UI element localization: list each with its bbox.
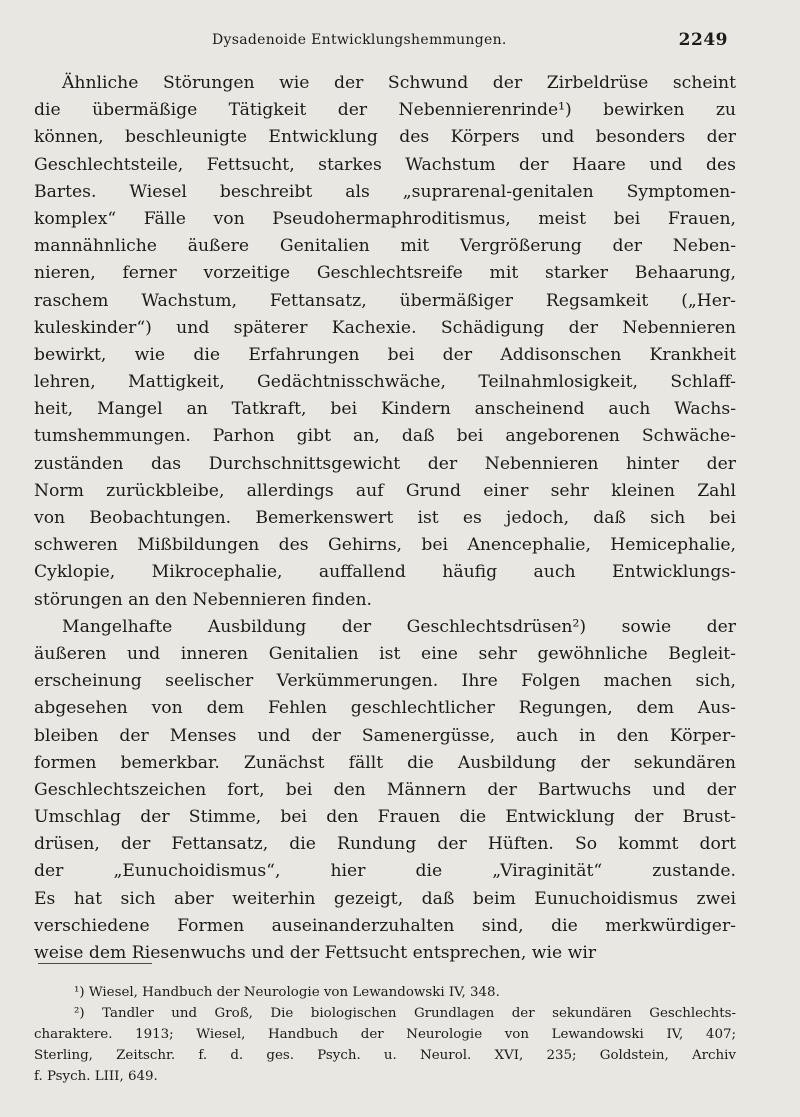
- footnote-line: ²) Tandler und Groß, Die biologischen Grundlagen der sekundären Geschlechts-: [74, 1006, 736, 1021]
- text-line: raschem Wachstum, Fettansatz, übermäßiger Regsamkeit („Her-: [34, 290, 736, 311]
- text-line: Norm zurückbleibe, allerdings auf Grund einer sehr kleinen Zahl: [34, 480, 736, 501]
- page-number: 2249: [678, 30, 728, 50]
- footnote-line: Sterling, Zeitschr. f. d. ges. Psych. u. Neurol. XVI, 235; Goldstein, Archiv: [34, 1048, 736, 1063]
- text-line: lehren, Mattigkeit, Gedächtnisschwäche, Teilnahmlosigkeit, Schlaff-: [34, 372, 736, 393]
- text-line: störungen an den Nebennieren finden.: [34, 589, 372, 610]
- text-line: Ähnliche Störungen wie der Schwund der Zirbeldrüse scheint: [62, 73, 736, 93]
- text-line: tumshemmungen. Parhon gibt an, daß bei angeborenen Schwäche-: [34, 426, 736, 447]
- main-text: [34, 70, 736, 967]
- footnote-line: charaktere. 1913; Wiesel, Handbuch der Neurologie von Lewandowski IV, 407;: [34, 1027, 736, 1042]
- text-line: erscheinung seelischer Verkümmerungen. Ihre Folgen machen sich,: [34, 671, 736, 692]
- text-line: nieren, ferner vorzeitige Geschlechtsreife mit starker Behaarung,: [34, 263, 736, 284]
- text-line: weise dem Riesenwuchs und der Fettsucht entsprechen, wie wir: [34, 943, 597, 963]
- text-line: schweren Mißbildungen des Gehirns, bei Anencephalie, Hemicephalie,: [34, 535, 736, 556]
- text-line: heit, Mangel an Tatkraft, bei Kindern anscheinend auch Wachs-: [34, 399, 736, 420]
- footnote-line: ¹) Wiesel, Handbuch der Neurologie von Lewandowski IV, 348.: [74, 985, 500, 1000]
- text-line: komplex“ Fälle von Pseudohermaphroditismus, meist bei Frauen,: [34, 208, 736, 229]
- text-line: Umschlag der Stimme, bei den Frauen die Entwicklung der Brust-: [34, 807, 736, 828]
- text-line: mannähnliche äußere Genitalien mit Vergrößerung der Neben-: [34, 236, 736, 257]
- running-title: Dysadenoide Entwicklungshemmungen.: [212, 32, 507, 48]
- text-line: Es hat sich aber weiterhin gezeigt, daß beim Eunuchoidismus zwei: [34, 888, 736, 909]
- text-line: von Beobachtungen. Bemerkenswert ist es jedoch, daß sich bei: [34, 508, 736, 528]
- text-line: bewirkt, wie die Erfahrungen bei der Addisonschen Krankheit: [34, 344, 736, 365]
- text-line: Mangelhafte Ausbildung der Geschlechtsdrüsen²) sowie der: [62, 616, 736, 637]
- text-line: abgesehen von dem Fehlen geschlechtlicher Regungen, dem Aus-: [34, 698, 736, 719]
- text-line: kuleskinder“) und späterer Kachexie. Schädigung der Nebennieren: [34, 317, 736, 338]
- text-line: verschiedene Formen auseinanderzuhalten sind, die merkwürdiger-: [34, 915, 736, 936]
- text-line: können, beschleunigte Entwicklung des Körpers und besonders der: [34, 127, 736, 148]
- text-line: Bartes. Wiesel beschreibt als „suprarenal-genitalen Symptomen-: [34, 181, 736, 202]
- text-line: Geschlechtsteile, Fettsucht, starkes Wachstum der Haare und des: [34, 154, 736, 175]
- page-header: [34, 30, 736, 54]
- text-line: bleiben der Menses und der Samenergüsse, auch in den Körper-: [34, 725, 736, 746]
- text-line: drüsen, der Fettansatz, die Rundung der Hüften. So kommt dort: [34, 834, 736, 855]
- text-line: der „Eunuchoidismus“, hier die „Viraginität“ zustande.: [34, 861, 736, 882]
- footnote-line: f. Psych. LIII, 649.: [34, 1069, 158, 1084]
- footnotes: [34, 982, 736, 1087]
- text-line: die übermäßige Tätigkeit der Nebennierenrinde¹) bewirken zu: [34, 100, 736, 121]
- text-line: zuständen das Durchschnittsgewicht der Nebennieren hinter der: [34, 453, 736, 474]
- footnote-rule: [38, 963, 152, 964]
- text-line: formen bemerkbar. Zunächst fällt die Ausbildung der sekundären: [34, 752, 736, 773]
- text-line: Geschlechtszeichen fort, bei den Männern der Bartwuchs und der: [34, 779, 736, 800]
- text-line: äußeren und inneren Genitalien ist eine sehr gewöhnliche Begleit-: [34, 643, 736, 664]
- text-line: Cyklopie, Mikrocephalie, auffallend häufig auch Entwicklungs-: [34, 562, 736, 583]
